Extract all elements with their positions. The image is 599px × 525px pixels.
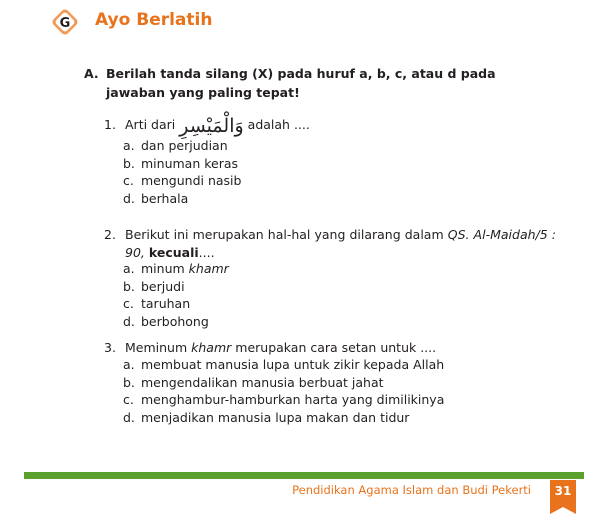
- option-a[interactable]: [123, 356, 444, 374]
- option-text: dan perjudian: [141, 138, 228, 153]
- instruction-text: Berilah tanda silang (X) pada huruf a, b, c, atau d pada jawaban yang paling tepat!: [106, 66, 496, 100]
- option-c[interactable]: [123, 391, 444, 409]
- badge-letter: G: [59, 16, 71, 31]
- question-italic: khamr: [191, 340, 232, 355]
- section-badge: [49, 6, 81, 38]
- option-d[interactable]: [123, 190, 241, 208]
- option-text: minum: [141, 261, 185, 276]
- option-a[interactable]: [123, 137, 241, 155]
- section-title: Ayo Berlatih: [95, 10, 213, 30]
- option-letter: a.: [123, 261, 135, 276]
- option-c[interactable]: [123, 295, 229, 313]
- question-text-before: Arti dari: [125, 117, 176, 132]
- question-text: [125, 116, 554, 135]
- question-text-after: adalah ....: [247, 117, 310, 132]
- question-text: [125, 339, 554, 357]
- instruction-block: [84, 64, 554, 102]
- option-b[interactable]: [123, 374, 444, 392]
- option-d[interactable]: [123, 409, 444, 427]
- option-text: minuman keras: [141, 155, 239, 171]
- option-letter: b.: [123, 278, 135, 294]
- option-d[interactable]: [123, 313, 229, 331]
- option-text: membuat manusia lupa untuk zikir kepada Allah: [141, 357, 445, 372]
- option-text: berhala: [141, 191, 189, 207]
- option-a[interactable]: [123, 260, 229, 278]
- option-b[interactable]: [123, 155, 241, 173]
- option-letter: c.: [123, 173, 134, 189]
- question-text: [125, 226, 556, 262]
- option-letter: c.: [123, 296, 134, 312]
- option-letter: d.: [123, 191, 135, 207]
- options-q1: [123, 137, 241, 208]
- option-b[interactable]: [123, 278, 229, 296]
- option-text: taruhan: [141, 296, 191, 312]
- option-letter: a.: [123, 357, 135, 372]
- question-number: 3.: [104, 340, 116, 355]
- option-text: berjudi: [141, 278, 185, 294]
- question-1: [104, 116, 554, 135]
- question-text-end: ....: [198, 245, 215, 260]
- question-2: [104, 226, 556, 262]
- option-text: menghambur-hamburkan harta yang dimilikinya: [141, 392, 445, 408]
- option-letter: b.: [123, 155, 135, 171]
- option-text: mengendalikan manusia berbuat jahat: [141, 374, 384, 390]
- option-text: berbohong: [141, 314, 209, 330]
- question-number: 2.: [104, 227, 116, 242]
- question-text-after: merupakan cara setan untuk ....: [235, 340, 437, 355]
- question-text-before: Meminum: [125, 340, 188, 355]
- page-number: 31: [554, 484, 572, 498]
- book-title: Pendidikan Agama Islam dan Budi Pekerti: [292, 483, 531, 497]
- arabic-word: وَالْمَيْسِرِ: [179, 115, 244, 137]
- option-italic: khamr: [188, 261, 229, 276]
- section-label: A.: [84, 66, 99, 81]
- option-text: mengundi nasib: [141, 173, 242, 189]
- option-letter: a.: [123, 138, 135, 153]
- options-q2: [123, 260, 229, 331]
- question-text-main: Berikut ini merupakan hal-hal yang dilarang dalam: [125, 227, 444, 242]
- option-text: menjadikan manusia lupa makan dan tidur: [141, 410, 410, 426]
- options-q3: [123, 356, 444, 427]
- question-keyword: kecuali: [148, 245, 199, 260]
- option-letter: d.: [123, 314, 135, 330]
- quran-reference: QS. Al-Maidah/5 : 90,: [125, 227, 556, 260]
- option-c[interactable]: [123, 172, 241, 190]
- footer-bar: [24, 472, 584, 479]
- question-number: 1.: [104, 117, 116, 132]
- option-letter: d.: [123, 410, 135, 426]
- option-letter: c.: [123, 392, 134, 408]
- question-3: [104, 339, 554, 357]
- option-letter: b.: [123, 374, 135, 390]
